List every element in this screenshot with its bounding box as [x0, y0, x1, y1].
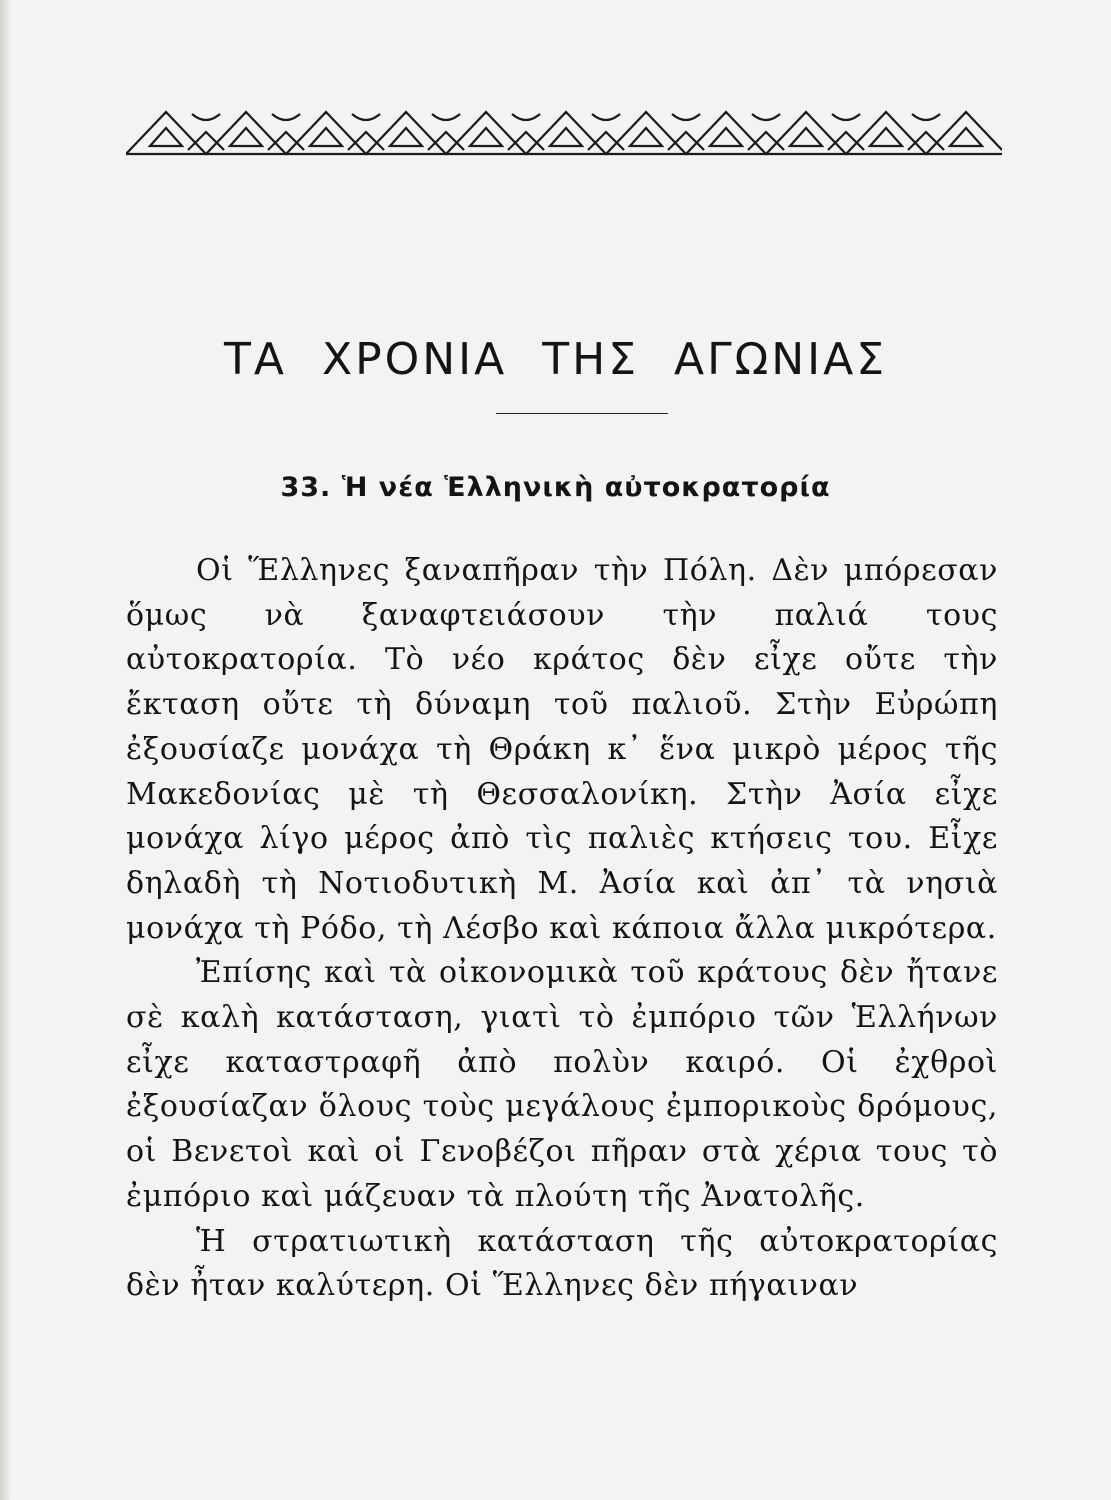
- body-text: [126, 549, 998, 1309]
- section-number: 33.: [280, 472, 332, 503]
- chapter-title: ΤΑ ΧΡΟΝΙΑ ΤΗΣ ΑΓΩΝΙΑΣ: [223, 334, 888, 385]
- paragraph: Οἱ Ἕλληνες ξαναπῆραν τὴν Πόλη. Δὲν μπόρεσαν ὅμως νὰ ξαναφτειάσουν τὴν παλιά τους αὐτοκρατορία. Τὸ νέο κράτος δὲν εἶχε οὔτε τὴν ἔκταση οὔτε τὴ δύναμη τοῦ παλιοῦ. Στὴν Εὐρώπη ἐξουσίαζε μονάχα τὴ Θράκη κ᾿ ἕνα μικρὸ μέρος τῆς Μακεδονίας μὲ τὴ Θεσσαλονίκη. Στὴν Ἀσία εἶχε μονάχα λίγο μέρος ἀπὸ τὶς παλιὲς κτήσεις του. Εἶχε δηλαδὴ τὴ Νοτιοδυτικὴ Μ. Ἀσία καὶ ἀπ᾿ τὰ νησιὰ μονάχα τὴ Ρόδο, τὴ Λέσβο καὶ κάποια ἄλλα μικρότερα.: [126, 553, 998, 946]
- greek-meander-ornament: [126, 106, 1002, 158]
- section-heading: [0, 472, 1111, 503]
- paragraph: Ἡ στρατιωτικὴ κατάσταση τῆς αὐτοκρατορίας δὲν ἦταν καλύτερη. Οἱ Ἕλληνες δὲν πήγαιναν: [126, 1223, 998, 1304]
- section-title: Ἡ νέα Ἑλληνικὴ αὐτοκρατορία: [341, 472, 831, 503]
- title-divider: [496, 413, 668, 414]
- book-spine-shadow: [0, 0, 10, 1500]
- paragraph: Ἐπίσης καὶ τὰ οἰκονομικὰ τοῦ κράτους δὲν ἤτανε σὲ καλὴ κατάσταση, γιατὶ τὸ ἐμπόριο τῶν Ἑλλήνων εἶχε καταστραφῆ ἀπὸ πολὺν καιρό. Οἱ ἐχθροὶ ἐξουσίαζαν ὅλους τοὺς μεγάλους ἐμπορικοὺς δρόμους, οἱ Βενετοὶ καὶ οἱ Γενοβέζοι πῆραν στὰ χέρια τους τὸ ἐμπόριο καὶ μάζευαν τὰ πλούτη τῆς Ἀνατολῆς.: [126, 955, 998, 1214]
